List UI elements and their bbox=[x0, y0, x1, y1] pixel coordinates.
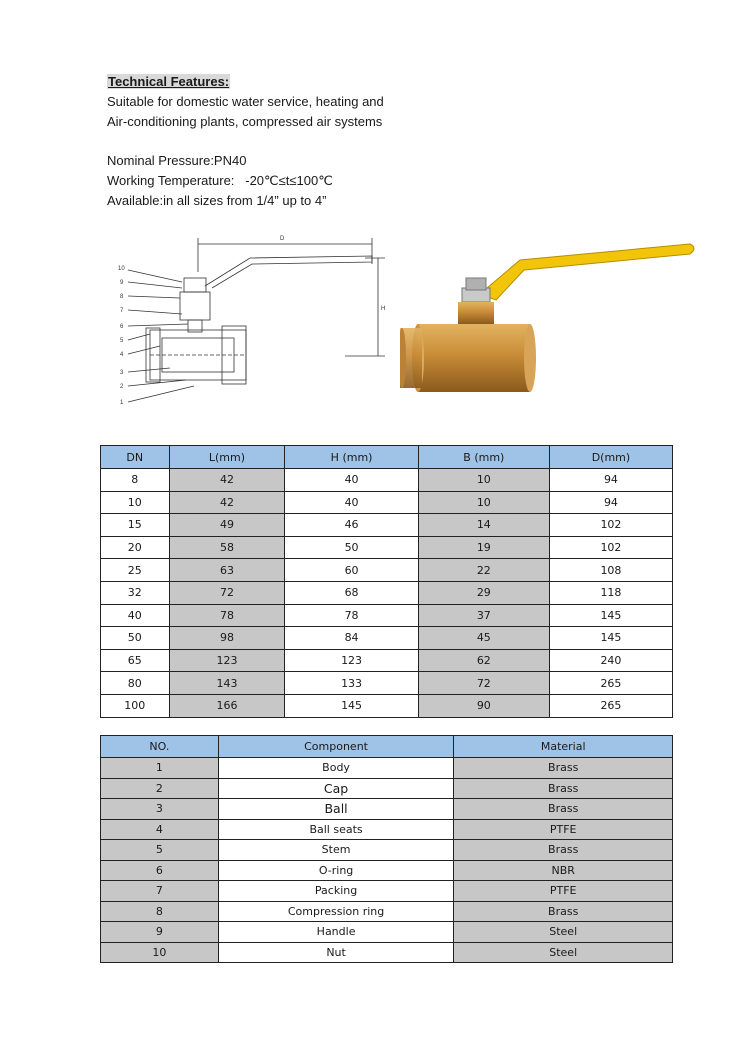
cell-d: 118 bbox=[549, 581, 672, 604]
cell-h: 133 bbox=[285, 672, 418, 695]
cell-b: 10 bbox=[418, 491, 549, 514]
cell-l: 42 bbox=[169, 469, 285, 492]
technical-features-heading: Technical Features: bbox=[108, 74, 230, 89]
cell-l: 49 bbox=[169, 514, 285, 537]
valve-technical-drawing bbox=[110, 228, 395, 413]
part-label: 1 bbox=[120, 400, 124, 406]
table-row bbox=[101, 942, 673, 963]
table-row bbox=[101, 840, 673, 861]
cell-b: 14 bbox=[418, 514, 549, 537]
table-row bbox=[101, 799, 673, 820]
cell-material: Steel bbox=[454, 942, 673, 963]
part-label: 10 bbox=[118, 266, 125, 272]
cell-d: 145 bbox=[549, 627, 672, 650]
table-row bbox=[101, 627, 673, 650]
table-row bbox=[101, 491, 673, 514]
cell-material: Brass bbox=[454, 799, 673, 820]
cell-l: 166 bbox=[169, 694, 285, 717]
table-row bbox=[101, 672, 673, 695]
cell-no: 1 bbox=[101, 758, 219, 779]
table-row bbox=[101, 778, 673, 799]
table-row bbox=[101, 901, 673, 922]
cell-no: 5 bbox=[101, 840, 219, 861]
part-label: 5 bbox=[120, 338, 124, 344]
cell-b: 19 bbox=[418, 536, 549, 559]
cell-dn: 80 bbox=[101, 672, 170, 695]
cell-no: 4 bbox=[101, 819, 219, 840]
cell-component: Body bbox=[218, 758, 454, 779]
cell-material: Brass bbox=[454, 758, 673, 779]
header-no: NO. bbox=[101, 736, 219, 758]
header-l: L(mm) bbox=[169, 446, 285, 469]
cell-d: 94 bbox=[549, 469, 672, 492]
cell-l: 78 bbox=[169, 604, 285, 627]
ball-valve-photo bbox=[400, 232, 700, 404]
nominal-pressure: Nominal Pressure:PN40 bbox=[107, 153, 247, 168]
cell-dn: 8 bbox=[101, 469, 170, 492]
cell-d: 94 bbox=[549, 491, 672, 514]
part-label: 3 bbox=[120, 370, 124, 376]
part-label: 7 bbox=[120, 308, 124, 314]
cell-b: 90 bbox=[418, 694, 549, 717]
cell-d: 265 bbox=[549, 672, 672, 695]
cell-component: O-ring bbox=[218, 860, 454, 881]
cell-l: 98 bbox=[169, 627, 285, 650]
cell-no: 9 bbox=[101, 922, 219, 943]
technical-features bbox=[107, 72, 384, 132]
cell-material: Steel bbox=[454, 922, 673, 943]
cell-component: Nut bbox=[218, 942, 454, 963]
cell-dn: 50 bbox=[101, 627, 170, 650]
cell-d: 108 bbox=[549, 559, 672, 582]
cell-l: 123 bbox=[169, 649, 285, 672]
cell-no: 8 bbox=[101, 901, 219, 922]
cell-component: Ball bbox=[218, 799, 454, 820]
working-temperature: Working Temperature: -20℃≤t≤100℃ bbox=[107, 173, 333, 188]
cell-no: 3 bbox=[101, 799, 219, 820]
table-row bbox=[101, 922, 673, 943]
cell-dn: 15 bbox=[101, 514, 170, 537]
table-row bbox=[101, 559, 673, 582]
cell-dn: 25 bbox=[101, 559, 170, 582]
cell-dn: 100 bbox=[101, 694, 170, 717]
cell-no: 6 bbox=[101, 860, 219, 881]
cell-l: 42 bbox=[169, 491, 285, 514]
table-row bbox=[101, 536, 673, 559]
components-header-row bbox=[101, 736, 673, 758]
cell-dn: 65 bbox=[101, 649, 170, 672]
cell-component: Compression ring bbox=[218, 901, 454, 922]
table-row bbox=[101, 881, 673, 902]
cell-h: 145 bbox=[285, 694, 418, 717]
drawing-dim-h: H bbox=[381, 306, 386, 312]
table-row bbox=[101, 514, 673, 537]
dimensions-table bbox=[100, 445, 673, 718]
cell-material: PTFE bbox=[454, 881, 673, 902]
part-label: 8 bbox=[120, 294, 124, 300]
components-table bbox=[100, 735, 673, 963]
cell-h: 50 bbox=[285, 536, 418, 559]
header-material: Material bbox=[454, 736, 673, 758]
header-b: B (mm) bbox=[418, 446, 549, 469]
cell-d: 145 bbox=[549, 604, 672, 627]
cell-d: 265 bbox=[549, 694, 672, 717]
table-row bbox=[101, 581, 673, 604]
cell-b: 10 bbox=[418, 469, 549, 492]
cell-material: PTFE bbox=[454, 819, 673, 840]
cell-b: 72 bbox=[418, 672, 549, 695]
cell-material: Brass bbox=[454, 901, 673, 922]
cell-dn: 10 bbox=[101, 491, 170, 514]
cell-b: 29 bbox=[418, 581, 549, 604]
table-row bbox=[101, 819, 673, 840]
cell-h: 46 bbox=[285, 514, 418, 537]
technical-line-1: Suitable for domestic water service, heating and bbox=[107, 94, 384, 109]
cell-h: 68 bbox=[285, 581, 418, 604]
cell-l: 72 bbox=[169, 581, 285, 604]
cell-dn: 32 bbox=[101, 581, 170, 604]
header-d: D(mm) bbox=[549, 446, 672, 469]
dimensions-header-row bbox=[101, 446, 673, 469]
cell-h: 40 bbox=[285, 491, 418, 514]
part-label: 9 bbox=[120, 280, 124, 286]
cell-b: 45 bbox=[418, 627, 549, 650]
part-label: 6 bbox=[120, 324, 124, 330]
cell-dn: 20 bbox=[101, 536, 170, 559]
table-row bbox=[101, 469, 673, 492]
table-row bbox=[101, 694, 673, 717]
cell-material: Brass bbox=[454, 840, 673, 861]
table-row bbox=[101, 758, 673, 779]
cell-material: Brass bbox=[454, 778, 673, 799]
cell-component: Handle bbox=[218, 922, 454, 943]
table-row bbox=[101, 604, 673, 627]
spec-block bbox=[107, 151, 333, 211]
cell-h: 78 bbox=[285, 604, 418, 627]
technical-line-2: Air-conditioning plants, compressed air systems bbox=[107, 114, 383, 129]
cell-h: 60 bbox=[285, 559, 418, 582]
table-row bbox=[101, 860, 673, 881]
cell-material: NBR bbox=[454, 860, 673, 881]
cell-component: Cap bbox=[218, 778, 454, 799]
cell-d: 240 bbox=[549, 649, 672, 672]
cell-no: 10 bbox=[101, 942, 219, 963]
available-sizes: Available:in all sizes from 1/4” up to 4” bbox=[107, 193, 327, 208]
cell-h: 40 bbox=[285, 469, 418, 492]
cell-dn: 40 bbox=[101, 604, 170, 627]
part-label: 4 bbox=[120, 352, 124, 358]
cell-component: Ball seats bbox=[218, 819, 454, 840]
cell-d: 102 bbox=[549, 536, 672, 559]
header-dn: DN bbox=[101, 446, 170, 469]
cell-h: 123 bbox=[285, 649, 418, 672]
cell-l: 58 bbox=[169, 536, 285, 559]
cell-component: Packing bbox=[218, 881, 454, 902]
cell-h: 84 bbox=[285, 627, 418, 650]
cell-l: 63 bbox=[169, 559, 285, 582]
part-label: 2 bbox=[120, 384, 124, 390]
header-component: Component bbox=[218, 736, 454, 758]
table-row bbox=[101, 649, 673, 672]
cell-b: 62 bbox=[418, 649, 549, 672]
cell-b: 37 bbox=[418, 604, 549, 627]
header-h: H (mm) bbox=[285, 446, 418, 469]
drawing-dim-d: D bbox=[280, 236, 285, 242]
cell-d: 102 bbox=[549, 514, 672, 537]
cell-b: 22 bbox=[418, 559, 549, 582]
cell-l: 143 bbox=[169, 672, 285, 695]
cell-no: 2 bbox=[101, 778, 219, 799]
cell-no: 7 bbox=[101, 881, 219, 902]
cell-component: Stem bbox=[218, 840, 454, 861]
